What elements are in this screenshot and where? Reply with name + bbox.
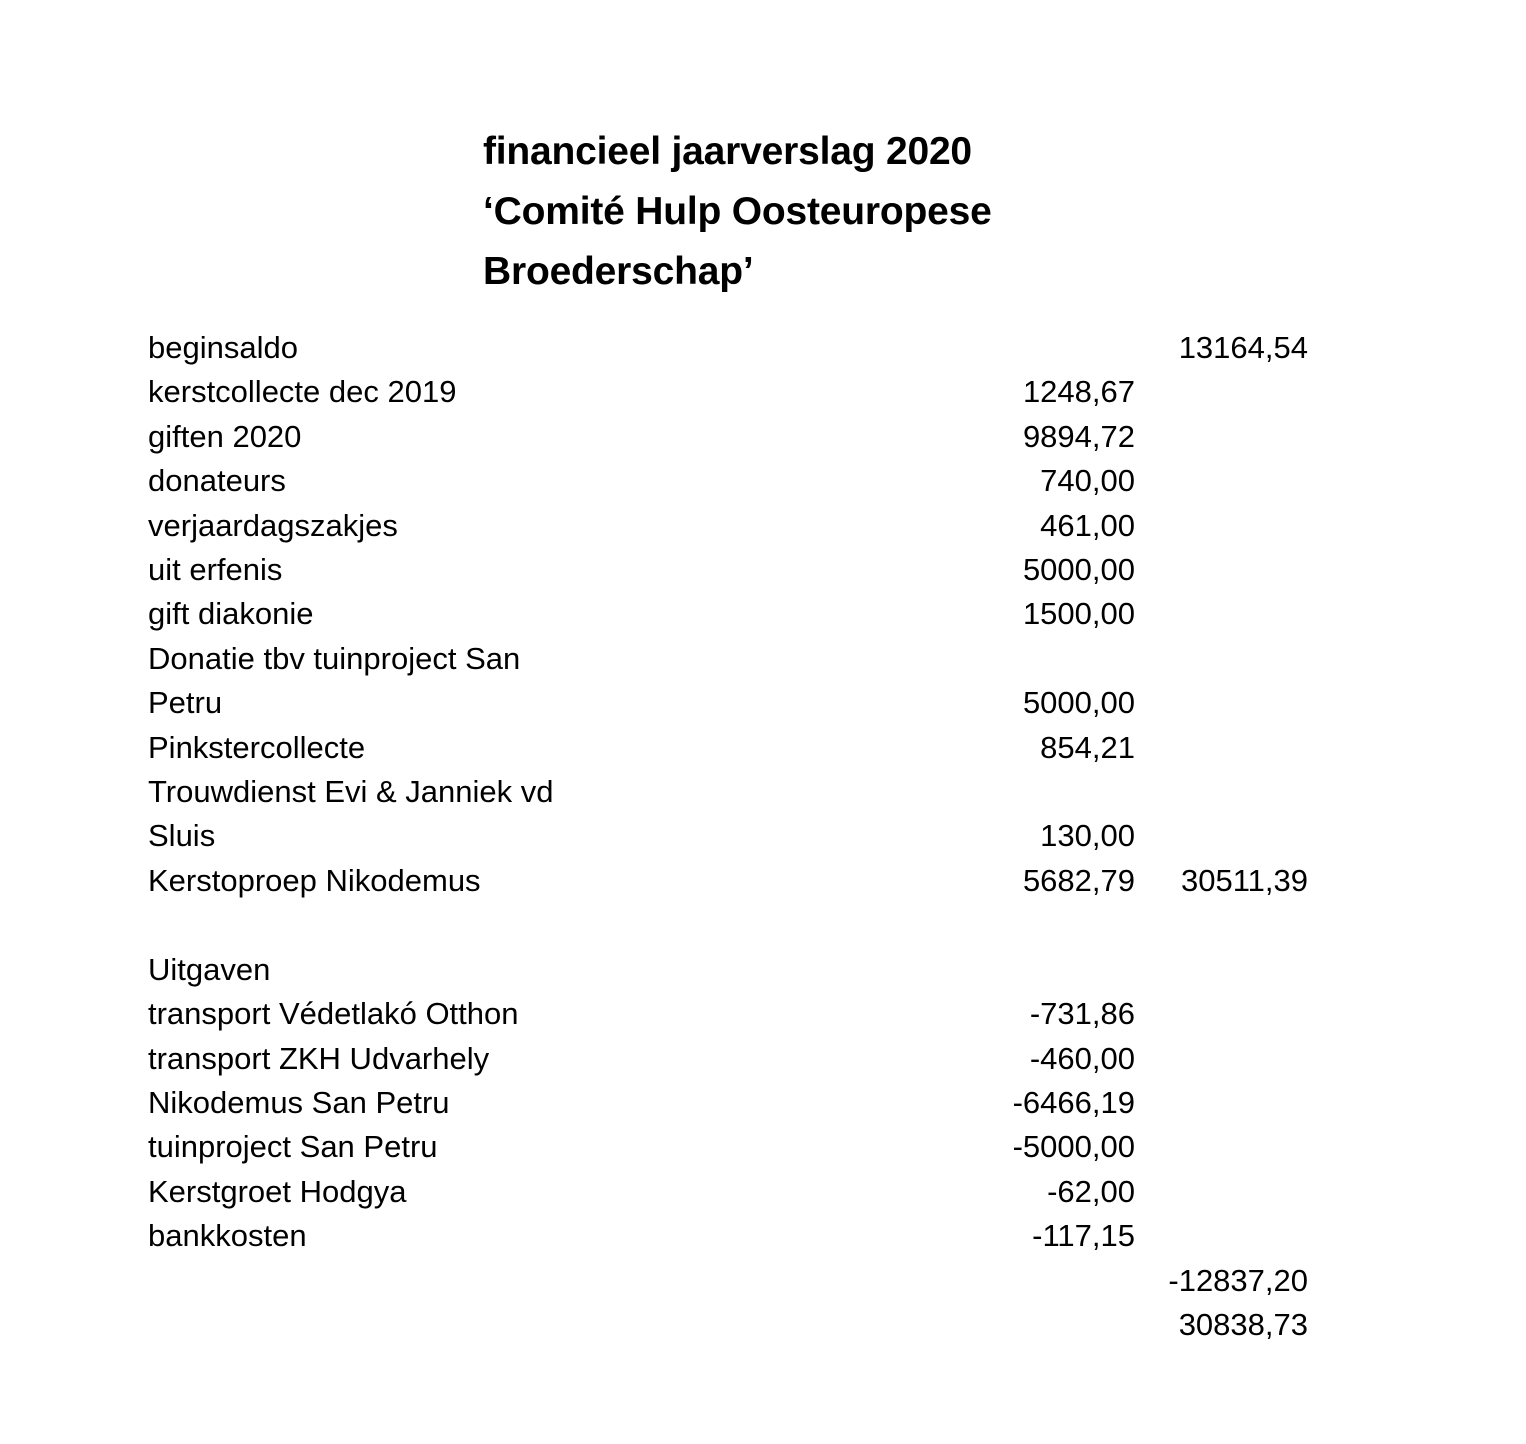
table-row: [148, 681, 1308, 725]
table-row: [148, 770, 1308, 814]
table-row: [148, 859, 1308, 903]
ledger-row-amount: [948, 637, 1135, 681]
table-row: [148, 326, 1308, 370]
ledger-row-amount: 854,21: [1040, 729, 1135, 765]
table-row: [148, 948, 1308, 992]
ledger-row-total: [1135, 726, 1308, 770]
title-line-2: ‘Comité Hulp Oosteuropese: [483, 190, 992, 233]
table-row: [148, 1214, 1308, 1258]
ledger-row-amount: -460,00: [1029, 1040, 1135, 1076]
ledger-row-amount: -6466,19: [1012, 1084, 1135, 1120]
ledger-row-total: [1135, 1037, 1308, 1081]
ledger-row-label: Donatie tbv tuinproject San: [148, 640, 521, 676]
table-row: [148, 415, 1308, 459]
ledger-row-amount: 740,00: [1040, 463, 1135, 499]
ledger-row-total: [1135, 1081, 1308, 1125]
ledger-row-total: [1135, 814, 1308, 858]
table-row: [148, 992, 1308, 1036]
table-row: [148, 1259, 1308, 1303]
table-row: [148, 726, 1308, 770]
table-row: [148, 459, 1308, 503]
ledger-row-label: transport Védetlakó Otthon: [148, 996, 519, 1032]
ledger-row-amount: [948, 770, 1135, 814]
ledger-row-label: verjaardagszakjes: [148, 507, 398, 543]
ledger-row-amount: -117,15: [1032, 1218, 1135, 1254]
ledger-row-amount: 5682,79: [1022, 862, 1135, 898]
ledger-row-label: Pinkstercollecte: [148, 729, 366, 765]
ledger-row-amount: 9894,72: [1022, 418, 1135, 454]
ledger-row-total: [1135, 992, 1308, 1036]
table-row: [148, 1303, 1308, 1347]
title-line-1: financieel jaarverslag 2020: [483, 130, 972, 173]
ledger-row-label: Uitgaven: [148, 951, 271, 987]
ledger-row-total: -12837,20: [1168, 1262, 1308, 1298]
ledger-row-label: tuinproject San Petru: [148, 1129, 438, 1165]
financial-ledger-table: [148, 326, 1308, 1347]
ledger-row-label: [148, 903, 948, 947]
table-row: [148, 548, 1308, 592]
ledger-row-total: [1135, 770, 1308, 814]
ledger-row-amount: 1248,67: [1022, 374, 1135, 410]
ledger-row-amount: 5000,00: [1022, 685, 1135, 721]
ledger-body: [148, 326, 1308, 1347]
ledger-row-total: [1135, 592, 1308, 636]
ledger-row-total: 30838,73: [1178, 1306, 1308, 1342]
ledger-row-label: giften 2020: [148, 418, 302, 454]
ledger-row-label: [148, 1303, 948, 1347]
ledger-row-label: bankkosten: [148, 1218, 307, 1254]
ledger-row-total: [1135, 370, 1308, 414]
ledger-row-label: transport ZKH Udvarhely: [148, 1040, 490, 1076]
ledger-row-label: Trouwdienst Evi & Janniek vd: [148, 774, 554, 810]
table-row: [148, 1081, 1308, 1125]
table-row: [148, 1170, 1308, 1214]
ledger-row-total: [1135, 1214, 1308, 1258]
ledger-row-total: [1135, 903, 1308, 947]
ledger-row-total: [1135, 948, 1308, 992]
ledger-row-amount: 130,00: [1040, 818, 1135, 854]
ledger-row-total: [1135, 1170, 1308, 1214]
ledger-row-label: Kerstgroet Hodgya: [148, 1173, 407, 1209]
ledger-row-label: Sluis: [148, 818, 216, 854]
ledger-row-total: [1135, 504, 1308, 548]
ledger-row-total: [1135, 1125, 1308, 1169]
ledger-row-label: Kerstoproep Nikodemus: [148, 862, 481, 898]
ledger-row-total: [1135, 415, 1308, 459]
table-row: [148, 592, 1308, 636]
ledger-row-amount: [948, 1259, 1135, 1303]
ledger-row-amount: [948, 948, 1135, 992]
ledger-row-amount: -731,86: [1029, 996, 1135, 1032]
ledger-row-label: [148, 1259, 948, 1303]
table-row: [148, 814, 1308, 858]
ledger-row-total: [1135, 637, 1308, 681]
ledger-row-amount: 5000,00: [1022, 552, 1135, 588]
document-title: [483, 122, 1183, 302]
table-row: [148, 370, 1308, 414]
title-line-3: Broederschap’: [483, 250, 754, 293]
ledger-row-label: kerstcollecte dec 2019: [148, 374, 457, 410]
ledger-row-total: 13164,54: [1178, 330, 1308, 365]
table-row: [148, 637, 1308, 681]
ledger-row-amount: [948, 1303, 1135, 1347]
ledger-row-amount: [948, 903, 1135, 947]
ledger-row-total: [1135, 459, 1308, 503]
ledger-row-total: [1135, 681, 1308, 725]
ledger-row-amount: 1500,00: [1022, 596, 1135, 632]
ledger-row-label: gift diakonie: [148, 596, 314, 632]
ledger-row-label: donateurs: [148, 463, 286, 499]
ledger-row-label: beginsaldo: [148, 330, 298, 365]
ledger-row-amount: 461,00: [1040, 507, 1135, 543]
ledger-row-amount: [948, 326, 1135, 370]
table-row: [148, 1125, 1308, 1169]
ledger-row-label: Nikodemus San Petru: [148, 1084, 450, 1120]
ledger-row-label: Petru: [148, 685, 223, 721]
ledger-row-amount: -5000,00: [1012, 1129, 1135, 1165]
ledger-spacer-row: [148, 903, 1308, 947]
ledger-row-total: 30511,39: [1181, 862, 1308, 898]
table-row: [148, 1037, 1308, 1081]
table-row: [148, 504, 1308, 548]
ledger-row-total: [1135, 548, 1308, 592]
ledger-row-amount: -62,00: [1047, 1173, 1135, 1209]
ledger-row-label: uit erfenis: [148, 552, 283, 588]
